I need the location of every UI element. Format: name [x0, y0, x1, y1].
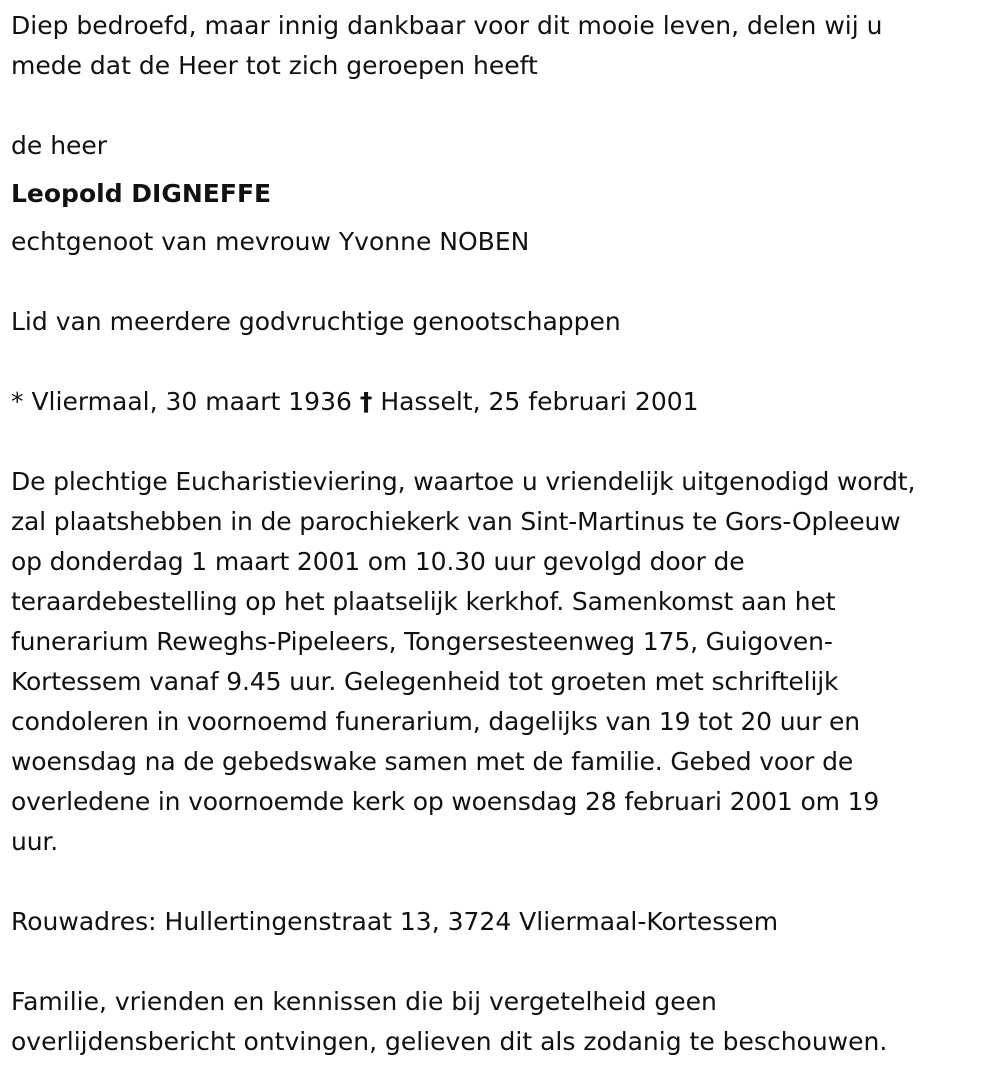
- spacer: [11, 166, 991, 174]
- deceased-name: Leopold DIGNEFFE: [11, 179, 272, 208]
- spacer: [11, 262, 991, 302]
- membership-text: Lid van meerdere godvruchtige genootschappen: [11, 307, 621, 336]
- address-text: Rouwadres: Hullertingenstraat 13, 3724 Vliermaal-Kortessem: [11, 907, 779, 936]
- spacer: [11, 86, 991, 126]
- death-text: Hasselt, 25 februari 2001: [380, 387, 699, 416]
- dates-line: [11, 382, 991, 422]
- intro-text: Diep bedroefd, maar innig dankbaar voor dit mooie leven, delen wij u mede dat de Heer tot zich geroepen heeft: [11, 11, 883, 80]
- ceremony-text: De plechtige Eucharistieviering, waartoe u vriendelijk uitgenodigd wordt, zal plaatshebben in de parochiekerk van Sint-Martinus te Gors-Opleeuw op donderdag 1 maart 2001 om 10.30 uur gevolgd door de teraardebestelling op het plaatselijk kerkhof. Samenkomst aan het funerarium Reweghs-Pipeleers, Tongersesteenweg 175, Guigoven- Kortessem vanaf 9.45 uur. Gelegenheid tot groeten met schriftelijk condoleren in voornoemd funerarium, dagelijks van 19 tot 20 uur en woensdag na de gebedswake samen met de familie. Gebed voor de overledene in voornoemde kerk op woensdag 28 februari 2001 om 19 uur.: [11, 467, 916, 856]
- spacer: [11, 862, 991, 902]
- spacer: [11, 214, 991, 222]
- title-text: de heer: [11, 131, 108, 160]
- closing-text: Familie, vrienden en kennissen die bij vergetelheid geen overlijdensbericht ontvingen, gelieven dit als zodanig te beschouwen.: [11, 987, 888, 1056]
- obituary-notice: [11, 6, 991, 1062]
- cross-icon: †: [359, 387, 373, 416]
- birth-text: * Vliermaal, 30 maart 1936: [11, 387, 352, 416]
- spacer: [11, 342, 991, 382]
- spacer: [11, 422, 991, 462]
- spouse-text: echtgenoot van mevrouw Yvonne NOBEN: [11, 227, 530, 256]
- spacer: [11, 942, 991, 982]
